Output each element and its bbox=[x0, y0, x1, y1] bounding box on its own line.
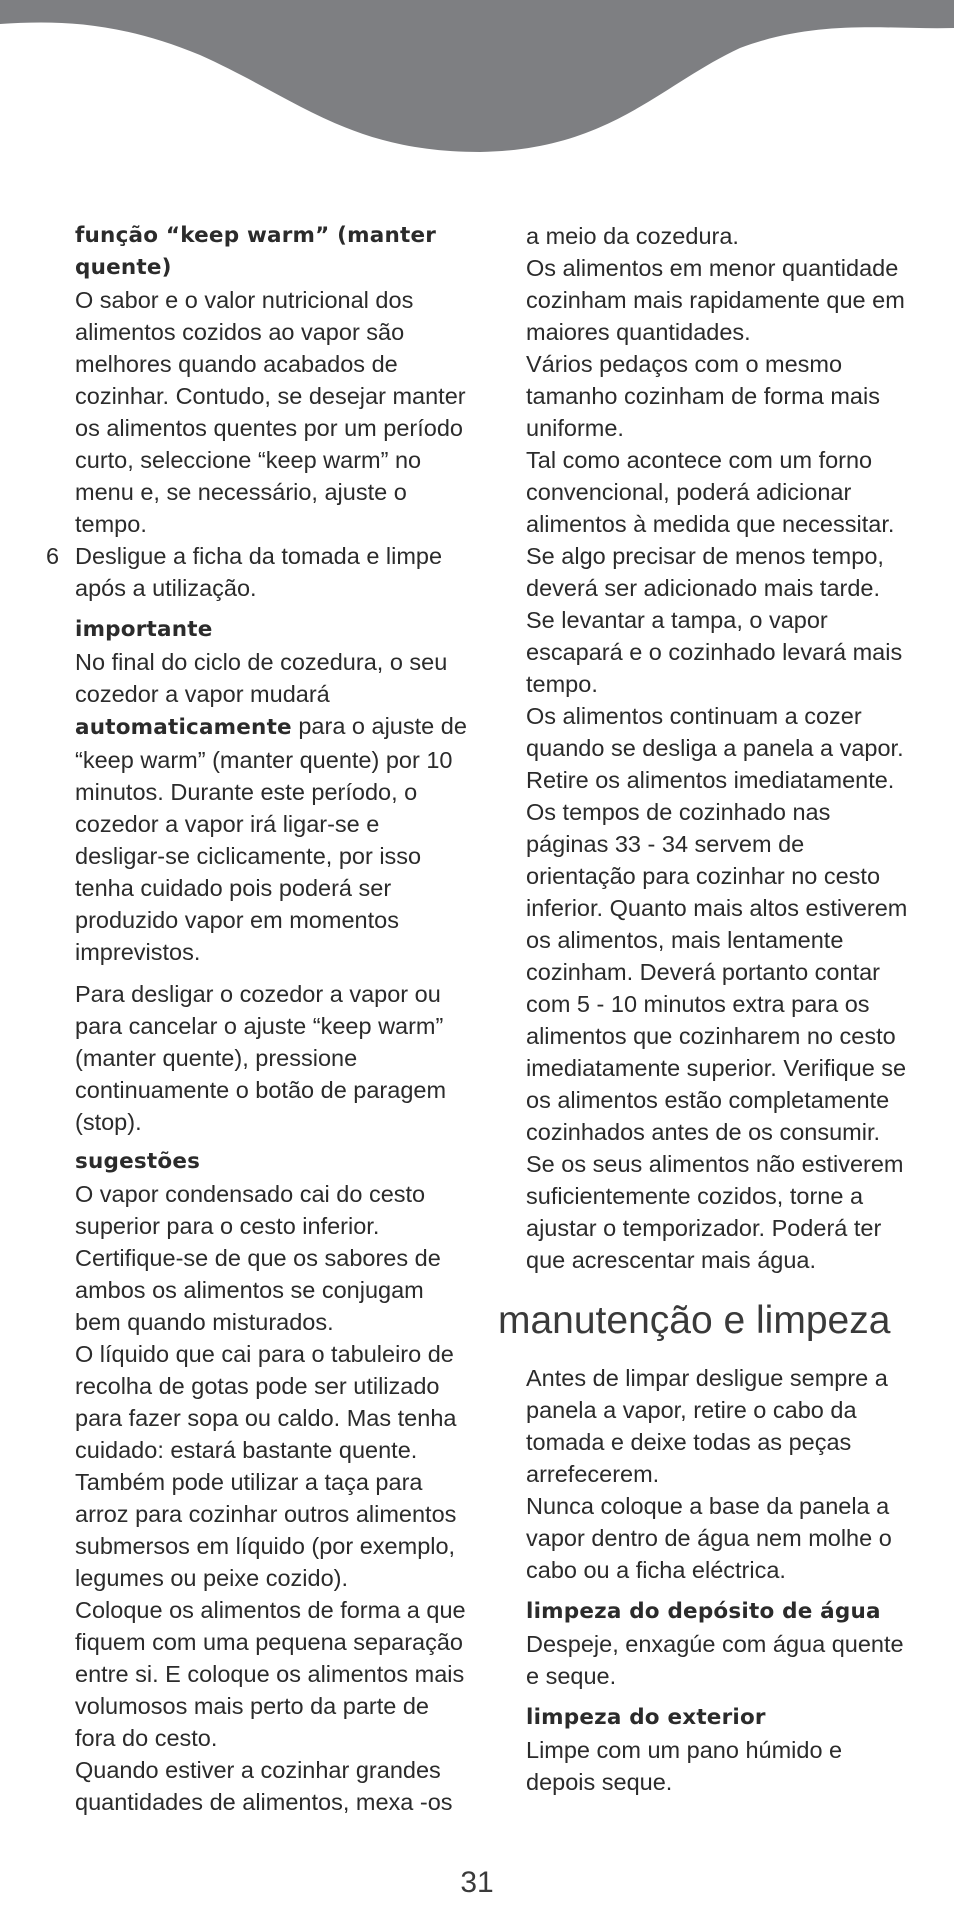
step-text: Desligue a ficha da tomada e limpe após a utilização. bbox=[75, 543, 443, 601]
page-number: 31 bbox=[460, 1866, 494, 1899]
step-6 bbox=[46, 540, 475, 604]
header-wave-decoration bbox=[0, 0, 954, 160]
importante-text-end: para o ajuste de “keep warm” (manter quente) por 10 minutos. Durante este período, o cozedor a vapor irá ligar-se e desligar-se ciclicamente, por isso tenha cuidado pois poderá ser produzido vapor em momentos imprevistos. bbox=[75, 713, 467, 965]
keep-warm-paragraph: O sabor e o valor nutricional dos alimentos cozidos ao vapor são melhores quando acabados de cozinhar. Contudo, se desejar manter os alimentos quentes por um período curto, seleccione “keep warm” no menu e, se necessário, ajuste o tempo. bbox=[75, 287, 466, 537]
section-heading-maintenance: manutenção e limpeza bbox=[498, 1299, 891, 1342]
sugestoes-paragraph-4: Coloque os alimentos de forma a que fiquem com uma pequena separação entre si. E coloque os alimentos mais volumosos mais perto da parte de fora do cesto. bbox=[75, 1597, 466, 1751]
importante-paragraph bbox=[75, 646, 475, 968]
step-number: 6 bbox=[46, 543, 60, 569]
heading-importante: importante bbox=[75, 617, 213, 642]
left-column bbox=[46, 220, 475, 1818]
tip-paragraph-3: Vários pedaços com o mesmo tamanho cozinham de forma mais uniforme. bbox=[526, 351, 880, 441]
heading-exterior: limpeza do exterior bbox=[526, 1705, 766, 1730]
tip-paragraph-2: Os alimentos em menor quantidade cozinham mais rapidamente que em maiores quantidades. bbox=[526, 255, 905, 345]
sugestoes-paragraph-2: O líquido que cai para o tabuleiro de recolha de gotas pode ser utilizado para fazer sopa ou caldo. Mas tenha cuidado: estará bastante quente. bbox=[75, 1341, 457, 1463]
continued-paragraph: a meio da cozedura. bbox=[526, 223, 739, 249]
heading-sugestoes: sugestões bbox=[75, 1149, 201, 1174]
tip-paragraph-8: Se os seus alimentos não estiverem suficientemente cozidos, torne a ajustar o temporizador. Poderá ter que acrescentar mais água. bbox=[526, 1151, 904, 1273]
sugestoes-paragraph-1: O vapor condensado cai do cesto superior para o cesto inferior. Certifique-se de que os sabores de ambos os alimentos se conjugam bem quando misturados. bbox=[75, 1181, 441, 1335]
tip-paragraph-6: Os alimentos continuam a cozer quando se desliga a panela a vapor. Retire os alimentos imediatamente. bbox=[526, 703, 904, 793]
exterior-paragraph: Limpe com um pano húmido e depois seque. bbox=[526, 1737, 843, 1795]
heading-deposito: limpeza do depósito de água bbox=[526, 1599, 881, 1624]
importante-text-start: No final do ciclo de cozedura, o seu cozedor a vapor mudará bbox=[75, 649, 448, 707]
maintenance-section bbox=[526, 1362, 916, 1798]
tip-paragraph-5: Se levantar a tampa, o vapor escapará e o cozinhado levará mais tempo. bbox=[526, 607, 903, 697]
maintenance-paragraph-2: Nunca coloque a base da panela a vapor dentro de água nem molhe o cabo ou a ficha eléctrica. bbox=[526, 1493, 892, 1583]
deposito-paragraph: Despeje, enxagúe com água quente e seque. bbox=[526, 1631, 904, 1689]
sugestoes-paragraph-5: Quando estiver a cozinhar grandes quantidades de alimentos, mexa -os bbox=[75, 1757, 453, 1815]
right-column bbox=[526, 220, 916, 1276]
importante-bold-word: automaticamente bbox=[75, 715, 292, 740]
tip-paragraph-4: Tal como acontece com um forno convencional, poderá adicionar alimentos à medida que necessitar. Se algo precisar de menos tempo, deverá ser adicionado mais tarde. bbox=[526, 447, 895, 601]
tip-paragraph-7: Os tempos de cozinhado nas páginas 33 - 34 servem de orientação para cozinhar no cesto inferior. Quanto mais altos estiverem os alimentos, mais lentamente cozinham. Deverá portanto contar com 5 - 10 minutos extra para os alimentos que cozinharem no cesto imediatamente superior. Verifique se os alimentos estão completamente cozinhados antes de os consumir. bbox=[526, 799, 908, 1145]
maintenance-paragraph-1: Antes de limpar desligue sempre a panela a vapor, retire o cabo da tomada e deixe todas as peças arrefecerem. bbox=[526, 1365, 888, 1487]
sugestoes-paragraph-3: Também pode utilizar a taça para arroz para cozinhar outros alimentos submersos em líquido (por exemplo, legumes ou peixe cozido). bbox=[75, 1469, 457, 1591]
heading-keep-warm: função “keep warm” (manter quente) bbox=[75, 223, 437, 280]
desligar-paragraph: Para desligar o cozedor a vapor ou para cancelar o ajuste “keep warm” (manter quente), pressione continuamente o botão de paragem (stop). bbox=[75, 981, 447, 1135]
